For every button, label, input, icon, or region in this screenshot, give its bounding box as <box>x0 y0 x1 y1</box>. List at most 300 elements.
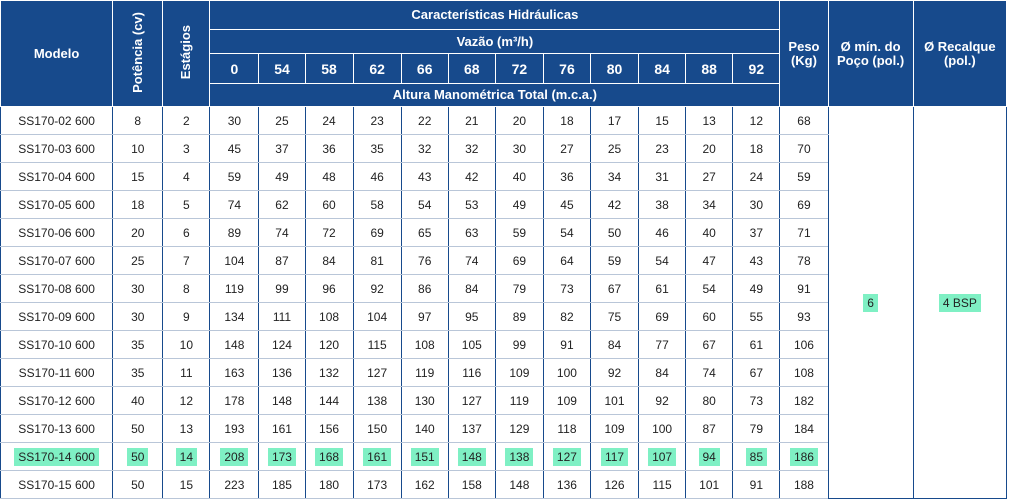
head-cell-value: 119 <box>509 393 529 408</box>
header-estagios <box>163 1 210 107</box>
head-cell-value: 75 <box>607 309 622 324</box>
head-cell-value: 162 <box>414 477 435 492</box>
head-cell <box>733 415 780 443</box>
head-cell-value: 67 <box>702 337 716 352</box>
head-cell <box>733 331 780 359</box>
head-cell-value: 120 <box>319 337 340 352</box>
head-cell <box>305 331 353 359</box>
head-cell <box>590 443 638 471</box>
head-cell <box>259 415 305 443</box>
potencia-cell-value: 50 <box>127 448 148 466</box>
model-cell-value: SS170-14 600 <box>14 448 99 466</box>
head-cell <box>686 415 733 443</box>
head-cell-value: 108 <box>414 337 435 352</box>
head-cell <box>305 107 353 135</box>
head-cell-value: 45 <box>227 141 242 156</box>
head-cell-value: 136 <box>271 365 292 380</box>
head-cell <box>259 219 305 247</box>
head-cell <box>590 135 638 163</box>
head-cell <box>448 275 495 303</box>
head-cell <box>733 191 780 219</box>
head-cell-value: 45 <box>560 197 574 212</box>
head-cell-value: 79 <box>749 421 763 436</box>
model-cell <box>1 163 113 191</box>
head-cell-value: 161 <box>363 448 391 466</box>
head-cell-value: 96 <box>322 281 336 296</box>
head-cell <box>448 471 495 499</box>
head-cell-value: 73 <box>560 281 574 296</box>
potencia-cell-value: 50 <box>131 421 145 436</box>
head-cell <box>590 107 638 135</box>
header-potencia <box>113 1 163 107</box>
head-cell <box>543 415 590 443</box>
peso-cell-value: 91 <box>797 281 811 296</box>
header-potencia-label: Potência (cv) <box>129 11 145 93</box>
head-cell <box>543 471 590 499</box>
table-header <box>1 1 1007 107</box>
head-cell-value: 61 <box>749 337 763 352</box>
header-modelo: Modelo <box>1 1 113 107</box>
head-cell <box>210 359 259 387</box>
peso-cell <box>780 443 828 471</box>
flow-header-cell: 88 <box>686 54 733 84</box>
head-cell <box>401 387 448 415</box>
head-cell-value: 108 <box>319 309 340 324</box>
estagios-cell <box>163 107 210 135</box>
head-cell-value: 163 <box>224 365 245 380</box>
potencia-cell <box>113 331 163 359</box>
head-cell <box>305 359 353 387</box>
model-cell-value: SS170-02 600 <box>18 113 95 128</box>
head-cell-value: 18 <box>560 113 574 128</box>
head-cell <box>353 303 401 331</box>
head-cell-value: 185 <box>271 477 292 492</box>
head-cell <box>401 303 448 331</box>
head-cell-value: 86 <box>418 281 432 296</box>
head-cell-value: 74 <box>275 225 289 240</box>
head-cell <box>733 359 780 387</box>
head-cell-value: 115 <box>367 337 387 352</box>
peso-cell-value: 184 <box>793 421 814 436</box>
head-cell-value: 23 <box>655 141 669 156</box>
head-cell <box>686 247 733 275</box>
head-cell <box>259 443 305 471</box>
head-cell <box>639 415 686 443</box>
head-cell <box>639 107 686 135</box>
head-cell <box>639 219 686 247</box>
model-cell <box>1 331 113 359</box>
head-cell-value: 173 <box>367 477 388 492</box>
peso-cell-value: 182 <box>793 393 814 408</box>
estagios-cell-value: 13 <box>179 421 193 436</box>
head-cell-value: 54 <box>418 197 432 212</box>
model-cell-value: SS170-03 600 <box>18 141 95 156</box>
head-cell <box>353 191 401 219</box>
head-cell-value: 62 <box>275 197 289 212</box>
head-cell-value: 18 <box>749 141 763 156</box>
potencia-cell-value: 20 <box>131 225 145 240</box>
peso-cell-value: 69 <box>797 197 811 212</box>
head-cell-value: 104 <box>224 253 245 268</box>
head-cell <box>590 275 638 303</box>
head-cell-value: 105 <box>461 337 482 352</box>
head-cell-value: 48 <box>322 169 336 184</box>
flow-header-cell: 72 <box>495 54 543 84</box>
head-cell <box>448 247 495 275</box>
head-cell <box>259 303 305 331</box>
head-cell-value: 82 <box>560 309 574 324</box>
head-cell-value: 87 <box>702 421 716 436</box>
head-cell <box>639 247 686 275</box>
potencia-cell-value: 30 <box>131 309 145 324</box>
head-cell-value: 148 <box>458 448 486 466</box>
potencia-cell-value: 35 <box>131 337 145 352</box>
head-cell-value: 101 <box>604 393 625 408</box>
head-cell <box>448 415 495 443</box>
estagios-cell <box>163 415 210 443</box>
head-cell <box>686 219 733 247</box>
head-cell <box>733 387 780 415</box>
potencia-cell <box>113 415 163 443</box>
head-cell <box>210 275 259 303</box>
head-cell-value: 144 <box>319 393 340 408</box>
estagios-cell <box>163 331 210 359</box>
head-cell-value: 59 <box>227 169 242 184</box>
head-cell <box>543 359 590 387</box>
head-cell-value: 92 <box>370 281 384 296</box>
head-cell-value: 97 <box>418 309 432 324</box>
head-cell <box>259 387 305 415</box>
peso-cell <box>780 247 828 275</box>
head-cell <box>495 135 543 163</box>
head-cell-value: 84 <box>655 365 669 380</box>
head-cell <box>448 163 495 191</box>
estagios-cell-value: 4 <box>182 169 190 184</box>
head-cell-value: 58 <box>370 197 384 212</box>
estagios-cell <box>163 219 210 247</box>
flow-header-cell: 54 <box>259 54 305 84</box>
head-cell-value: 129 <box>509 421 530 436</box>
model-cell <box>1 303 113 331</box>
estagios-cell-value: 6 <box>182 225 190 240</box>
head-cell-value: 99 <box>512 337 527 352</box>
head-cell <box>495 443 543 471</box>
table-row <box>1 107 1007 135</box>
head-cell-value: 148 <box>509 477 530 492</box>
head-cell-value: 30 <box>227 113 242 128</box>
head-cell <box>210 387 259 415</box>
head-cell <box>305 471 353 499</box>
estagios-cell-value: 12 <box>179 393 193 408</box>
head-cell <box>686 135 733 163</box>
head-cell-value: 117 <box>601 448 628 466</box>
head-cell-value: 84 <box>465 281 479 296</box>
head-cell <box>401 107 448 135</box>
head-cell <box>353 387 401 415</box>
header-estagios-label: Estágios <box>178 24 194 80</box>
head-cell <box>543 331 590 359</box>
head-cell <box>590 191 638 219</box>
header-caracteristicas: Características Hidráulicas <box>210 1 780 30</box>
head-cell <box>353 107 401 135</box>
head-cell <box>305 303 353 331</box>
head-cell-value: 31 <box>655 169 669 184</box>
head-cell-value: 138 <box>505 448 533 466</box>
head-cell-value: 127 <box>461 393 482 408</box>
estagios-cell-value: 10 <box>179 337 193 352</box>
potencia-cell <box>113 443 163 471</box>
estagios-cell <box>163 471 210 499</box>
head-cell <box>495 359 543 387</box>
head-cell <box>590 303 638 331</box>
head-cell <box>590 359 638 387</box>
head-cell-value: 178 <box>224 393 245 408</box>
head-cell-value: 46 <box>370 169 384 184</box>
head-cell <box>401 415 448 443</box>
head-cell <box>259 331 305 359</box>
head-cell <box>495 303 543 331</box>
head-cell-value: 173 <box>268 448 296 466</box>
head-cell <box>639 443 686 471</box>
head-cell <box>733 471 780 499</box>
peso-cell <box>780 275 828 303</box>
head-cell <box>259 359 305 387</box>
head-cell-value: 32 <box>465 141 479 156</box>
head-cell <box>210 415 259 443</box>
head-cell <box>590 247 638 275</box>
head-cell-value: 42 <box>465 169 479 184</box>
head-cell-value: 35 <box>370 141 384 156</box>
head-cell-value: 22 <box>418 113 432 128</box>
estagios-cell <box>163 275 210 303</box>
head-cell <box>543 443 590 471</box>
peso-cell <box>780 471 828 499</box>
head-cell-value: 79 <box>512 281 527 296</box>
head-cell-value: 36 <box>560 169 574 184</box>
head-cell <box>733 303 780 331</box>
head-cell-value: 24 <box>749 169 763 184</box>
head-cell <box>733 135 780 163</box>
head-cell-value: 53 <box>465 197 479 212</box>
head-cell-value: 49 <box>275 169 289 184</box>
model-cell-value: SS170-12 600 <box>18 393 95 408</box>
head-cell <box>401 443 448 471</box>
head-cell <box>448 107 495 135</box>
head-cell <box>590 415 638 443</box>
head-cell <box>210 247 259 275</box>
head-cell-value: 126 <box>604 477 625 492</box>
potencia-cell-value: 25 <box>131 253 145 268</box>
potencia-cell <box>113 191 163 219</box>
flow-header-cell: 62 <box>353 54 401 84</box>
poco-value: 6 <box>863 294 878 312</box>
head-cell-value: 91 <box>560 337 574 352</box>
head-cell <box>686 387 733 415</box>
head-cell-value: 180 <box>319 477 340 492</box>
model-cell-value: SS170-11 600 <box>18 365 95 380</box>
head-cell <box>210 471 259 499</box>
head-cell-value: 168 <box>315 448 343 466</box>
potencia-cell-value: 18 <box>131 197 145 212</box>
head-cell <box>210 107 259 135</box>
head-cell <box>495 191 543 219</box>
head-cell <box>448 303 495 331</box>
peso-cell-value: 93 <box>797 309 811 324</box>
model-cell-value: SS170-13 600 <box>18 421 95 436</box>
head-cell <box>686 331 733 359</box>
table-body <box>1 107 1007 499</box>
head-cell-value: 109 <box>604 421 625 436</box>
flow-header-cell: 92 <box>733 54 780 84</box>
head-cell-value: 67 <box>749 365 763 380</box>
model-cell-value: SS170-08 600 <box>18 281 95 296</box>
head-cell-value: 127 <box>367 365 388 380</box>
model-cell <box>1 275 113 303</box>
model-cell <box>1 247 113 275</box>
head-cell <box>495 163 543 191</box>
potencia-cell <box>113 471 163 499</box>
potencia-cell <box>113 387 163 415</box>
head-cell <box>210 331 259 359</box>
peso-cell-value: 186 <box>790 448 818 466</box>
potencia-cell <box>113 303 163 331</box>
potencia-cell-value: 10 <box>131 141 145 156</box>
estagios-cell-value: 9 <box>182 309 190 324</box>
head-cell-value: 20 <box>512 113 527 128</box>
header-altura: Altura Manométrica Total (m.c.a.) <box>210 84 780 107</box>
head-cell-value: 111 <box>272 309 292 324</box>
head-cell-value: 37 <box>275 141 289 156</box>
head-cell-value: 55 <box>749 309 763 324</box>
estagios-cell <box>163 135 210 163</box>
head-cell-value: 13 <box>702 113 716 128</box>
head-cell-value: 72 <box>322 225 336 240</box>
flow-header-cell: 80 <box>590 54 638 84</box>
header-vazao: Vazão (m³/h) <box>210 30 780 54</box>
peso-cell <box>780 135 828 163</box>
head-cell-value: 151 <box>411 448 439 466</box>
head-cell <box>353 247 401 275</box>
flow-header-cell: 58 <box>305 54 353 84</box>
potencia-cell <box>113 135 163 163</box>
model-cell <box>1 191 113 219</box>
head-cell <box>210 443 259 471</box>
model-cell <box>1 219 113 247</box>
head-cell-value: 119 <box>224 281 244 296</box>
head-cell <box>543 107 590 135</box>
head-cell-value: 25 <box>607 141 622 156</box>
estagios-cell <box>163 247 210 275</box>
header-poco: Ø mín. do Poço (pol.) <box>828 1 913 107</box>
peso-cell <box>780 359 828 387</box>
head-cell-value: 158 <box>461 477 482 492</box>
head-cell <box>401 275 448 303</box>
estagios-cell <box>163 191 210 219</box>
peso-cell-value: 78 <box>797 253 811 268</box>
head-cell-value: 30 <box>749 197 763 212</box>
head-cell <box>590 331 638 359</box>
potencia-cell-value: 50 <box>131 477 145 492</box>
head-cell-value: 61 <box>655 281 669 296</box>
head-cell <box>590 471 638 499</box>
estagios-cell-value: 3 <box>182 141 190 156</box>
head-cell <box>210 135 259 163</box>
head-cell-value: 132 <box>319 365 340 380</box>
head-cell-value: 148 <box>224 337 245 352</box>
model-cell-value: SS170-05 600 <box>18 197 95 212</box>
head-cell-value: 92 <box>607 365 622 380</box>
potencia-cell <box>113 163 163 191</box>
head-cell <box>305 415 353 443</box>
poco-cell <box>828 107 913 499</box>
head-cell <box>353 275 401 303</box>
peso-cell <box>780 107 828 135</box>
model-cell-value: SS170-10 600 <box>18 337 95 352</box>
head-cell-value: 67 <box>607 281 622 296</box>
head-cell-value: 119 <box>415 365 435 380</box>
head-cell <box>259 275 305 303</box>
head-cell <box>353 135 401 163</box>
head-cell <box>733 275 780 303</box>
head-cell-value: 24 <box>322 113 336 128</box>
head-cell <box>543 135 590 163</box>
model-cell-value: SS170-04 600 <box>18 169 95 184</box>
head-cell <box>401 135 448 163</box>
head-cell-value: 54 <box>702 281 716 296</box>
head-cell <box>686 163 733 191</box>
head-cell-value: 80 <box>702 393 716 408</box>
head-cell-value: 116 <box>462 365 482 380</box>
head-cell <box>353 359 401 387</box>
head-cell <box>448 219 495 247</box>
head-cell-value: 74 <box>465 253 479 268</box>
model-cell <box>1 107 113 135</box>
head-cell-value: 91 <box>749 477 763 492</box>
head-cell <box>639 275 686 303</box>
head-cell-value: 136 <box>556 477 577 492</box>
potencia-cell-value: 40 <box>131 393 145 408</box>
head-cell-value: 37 <box>749 225 763 240</box>
head-cell <box>686 275 733 303</box>
head-cell <box>448 135 495 163</box>
potencia-cell <box>113 107 163 135</box>
model-cell <box>1 387 113 415</box>
head-cell <box>259 191 305 219</box>
head-cell-value: 140 <box>414 421 435 436</box>
head-cell-value: 89 <box>512 309 527 324</box>
head-cell <box>353 331 401 359</box>
head-cell-value: 161 <box>271 421 292 436</box>
head-cell <box>686 107 733 135</box>
head-cell-value: 42 <box>607 197 622 212</box>
head-cell-value: 50 <box>607 225 622 240</box>
recalque-value: 4 BSP <box>939 294 981 312</box>
head-cell-value: 40 <box>702 225 716 240</box>
head-cell-value: 193 <box>224 421 245 436</box>
head-cell-value: 15 <box>655 113 669 128</box>
head-cell <box>353 219 401 247</box>
head-cell <box>543 219 590 247</box>
head-cell <box>590 219 638 247</box>
head-cell-value: 21 <box>465 113 479 128</box>
head-cell-value: 60 <box>702 309 716 324</box>
head-cell-value: 74 <box>702 365 716 380</box>
peso-cell <box>780 163 828 191</box>
head-cell <box>733 163 780 191</box>
head-cell-value: 84 <box>322 253 336 268</box>
head-cell <box>305 163 353 191</box>
head-cell <box>259 135 305 163</box>
